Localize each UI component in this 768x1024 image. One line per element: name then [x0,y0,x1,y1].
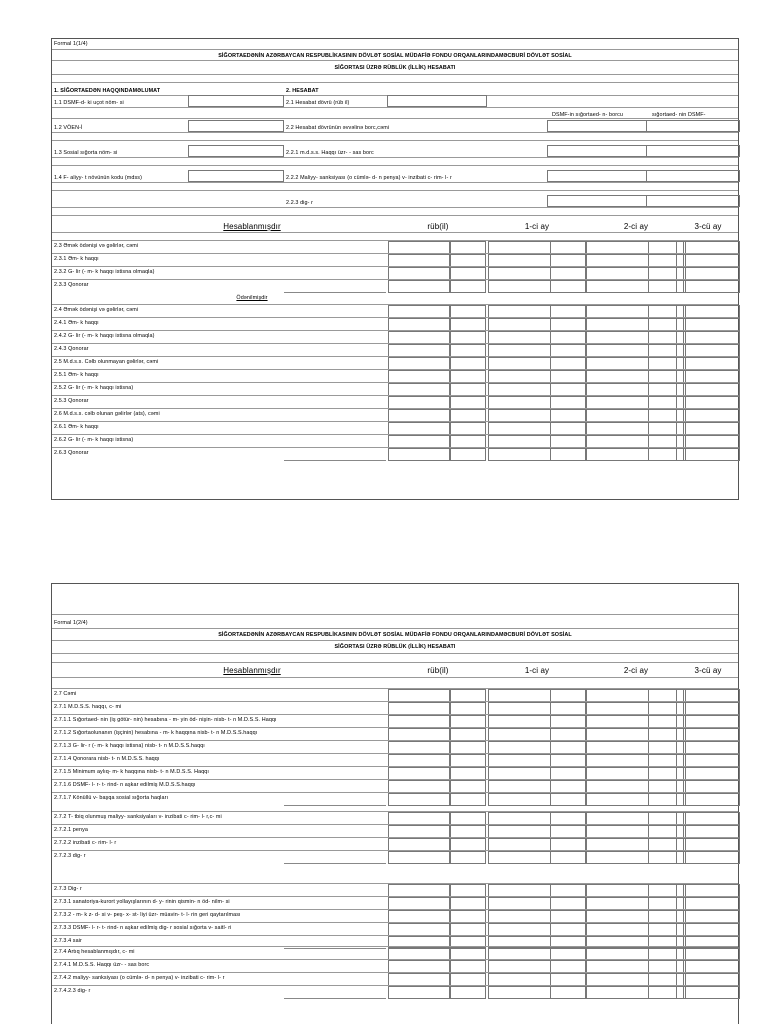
paid-heading: Ödənilmişdir [236,295,268,301]
row-label: 2.6.3 Qonorar [54,450,89,456]
report-title-line1: SİĞORTAEDƏNİN AZƏRBAYCAN RESPUBLİKASININ DÖVLƏT SOSİAL MÜDAFİƏ FONDU ORQANLARINDAMƏCBURİ DÖVLƏT SOSİAL [218,632,572,638]
value-cell-rub[interactable] [388,448,450,461]
table-row [52,753,738,766]
value-cell-month-1-b[interactable] [550,793,586,806]
input-voen[interactable] [188,120,284,132]
table-row [52,447,738,460]
table-group-total [52,688,738,805]
table-row [52,434,738,447]
row-label: 2.7.2.1 penya [54,827,88,833]
row-underline [284,292,386,293]
table-row [52,766,738,779]
row-label: 2.4.1 Əm- k haqqı [54,320,99,326]
table-row [52,792,738,805]
row-label: 2.3.1 Əm- k haqqı [54,256,99,262]
row-label: 2.3 Əmək ödənişi və gəlirlər, cəmi [54,243,139,249]
value-cell-rub-b[interactable] [450,448,486,461]
col-header-calculated: Hesablanmışdır [223,222,281,231]
table-row [52,266,738,279]
table-row [52,714,738,727]
table-row [52,727,738,740]
input-debt-2-2-1-a[interactable] [547,145,647,157]
table-group-overcalculated [52,946,738,998]
field-label-2-2-3: 2.2.3 dig- r [286,200,313,206]
table-row [52,253,738,266]
col-header-month-2: 2-ci ay [623,666,649,675]
table-block-calculated [52,240,738,292]
col-header-rub: rüb(il) [427,666,449,675]
row-label: 2.7.1.5 Minimum aylıq- m- k haqqına nisb- t- n M.D.S.S. Haqqı [54,769,209,775]
row-label: 2.5.1 Əm- k haqqı [54,372,99,378]
table-row [52,356,738,369]
table-row [52,779,738,792]
row-label: 2.7.1.3 G- lir- r (- m- k haqqı istisna) nisb- t- n M.D.S.S.haqqı [54,743,205,749]
input-debt-2-2-b[interactable] [646,120,740,132]
row-label: 2.7.1.2 Sığortaolunanın (işçinin) hesabına - m- k haqqına nisb- t- n M.D.S.S.haqqı [54,730,258,736]
form-label: Formal 1(2/4) [54,620,88,626]
value-cell-rub-b[interactable] [450,793,486,806]
row-label: 2.7.3 Dig- r [54,886,82,892]
row-underline [284,863,386,864]
row-label: 2.6.1 Əm- k haqqı [54,424,99,430]
table-group-other [52,883,738,948]
input-uchot-nomre[interactable] [188,95,284,107]
row-label: 2.5 M.d.s.s. Cəlb olunmayan gəlirlər, cəmi [54,359,159,365]
input-sosial-sigorta-nomre[interactable] [188,145,284,157]
table-row [52,330,738,343]
row-label: 2.6 M.d.s.s. cəlb olunan gəlirlər (ats), cəmi [54,411,160,417]
section-2-title: 2. HESABAT [286,88,319,94]
col-header-month-1: 1-ci ay [524,222,550,231]
col-header-calculated: Hesablanmışdır [223,666,281,675]
value-cell-rub[interactable] [388,851,450,864]
report-title-line1: SİĞORTAEDƏNİN AZƏRBAYCAN RESPUBLİKASININ DÖVLƏT SOSİAL MÜDAFİƏ FONDU ORQANLARINDAMƏCBURİ DÖVLƏT SOSİAL [218,53,572,59]
debt-header-b: sığortaed- nin DSMF- [652,112,706,118]
row-label: 2.7.4.2 maliyy- sanksiyası (o cümlə- d- n penya) v- inzibati c- rim- l- r [54,975,225,981]
row-label: 2.3.3 Qonorar [54,282,89,288]
row-label: 2.7.3.3 DSMF- l- r- t- rind- n aşkar edilmiş dig- r sosial sığorta v- saitl- ri [54,925,232,931]
table-row [52,317,738,330]
field-label-1-1: 1.1 DSMF-d- ki uçot nöm- si [54,100,124,106]
table-row [52,946,738,959]
table-row [52,369,738,382]
value-cell-rub-b[interactable] [450,986,486,999]
report-title-line2: SİĞORTASI ÜZRƏ RÜBLÜK (İLLİK) HESABATI [334,65,456,71]
value-cell-rub[interactable] [388,793,450,806]
table-row [52,395,738,408]
col-header-month-1: 1-ci ay [524,666,550,675]
table-row [52,883,738,896]
row-label: 2.4.2 G- lir (- m- k haqqı istisna olmaqla) [54,333,155,339]
row-label: 2.7.1.4 Qonorara nisb- t- n M.D.S.S. haqqı [54,756,160,762]
col-header-month-3: 3-cü ay [694,222,722,231]
table-row [52,850,738,863]
row-label: 2.4 Əmək ödənişi və gəlirlər, cəmi [54,307,139,313]
table-row [52,740,738,753]
table-row [52,824,738,837]
table-row [52,421,738,434]
row-label: 2.4.3 Qonorar [54,346,89,352]
value-cell-month-1-b[interactable] [550,448,586,461]
row-underline [284,805,386,806]
row-label: 2.7.4 Artıq hesablanmışdır, c- mi [54,949,135,955]
table-row [52,922,738,935]
field-label-1-4: 1.4 F- aliyy- t növünün kodu (mdss) [54,175,142,181]
field-label-1-2: 1.2 VÖEN-İ [54,125,83,131]
table-row [52,279,738,292]
input-debt-2-2-a[interactable] [547,120,647,132]
value-cell-month-1-b[interactable] [550,280,586,293]
value-cell-month-1-b[interactable] [550,851,586,864]
value-cell-month-3[interactable] [676,280,740,293]
value-cell-rub[interactable] [388,280,450,293]
row-label: 2.5.2 G- lir (- m- k haqqı istisna) [54,385,134,391]
value-cell-rub[interactable] [388,986,450,999]
row-label: 2.7.4.1 M.D.S.S. Haqqı üzr- - sas borc [54,962,150,968]
report-title-line2: SİĞORTASI ÜZRƏ RÜBLÜK (İLLİK) HESABATI [334,644,456,650]
row-underline [284,460,386,461]
row-underline [284,998,386,999]
row-label: 2.7.2.3 dig- r [54,853,86,859]
row-label: 2.7.1 M.D.S.S. haqqı, c- mi [54,704,122,710]
value-cell-rub-b[interactable] [450,280,486,293]
row-label: 2.7.3.2 - m- k z- d- si v- peş- x- st- liyi üzr- müavin- t- l- rin geri qaytarılması [54,912,241,918]
form-page-2 [51,583,739,1024]
form-label: Formal 1(1/4) [54,41,88,47]
table-row [52,811,738,824]
field-label-1-3: 1.3 Sosial sığorta nöm- si [54,150,118,156]
col-header-month-2: 2-ci ay [623,222,649,231]
value-cell-rub-b[interactable] [450,851,486,864]
row-label: 2.7.2.2 inzibati c- rim- l- r [54,840,117,846]
table-row [52,304,738,317]
row-label: 2.7.4.2.3 dig- r [54,988,91,994]
table-row [52,688,738,701]
row-label: 2.7.1.6 DSMF- l- r- t- rind- n aşkar edilmiş M.D.S.S.haqqı [54,782,196,788]
table-row [52,701,738,714]
table-block-paid [52,304,738,460]
field-label-2-2-1: 2.2.1 m.d.s.s. Haqqı üzr- - sas borc [286,150,374,156]
row-label: 2.7.3.1 sanatoriya-kurort yollayışlarının d- y- rinin qismin- n öd- nilm- si [54,899,230,905]
field-label-2-1: 2.1 Hesabat dövrü (rüb il) [286,100,350,106]
input-debt-2-2-1-b[interactable] [646,145,740,157]
table-row [52,959,738,972]
field-label-2-2: 2.2 Hesabat dövrünün əvvəlinə borc,cəmi [286,125,390,131]
form-page-1 [51,38,739,500]
input-hesabat-dovru[interactable] [387,95,487,107]
table-row [52,972,738,985]
value-cell-month-1-b[interactable] [550,986,586,999]
row-label: 2.5.3 Qonorar [54,398,89,404]
row-label: 2.7 Cəmi [54,691,77,697]
table-row [52,408,738,421]
table-row [52,896,738,909]
table-row [52,382,738,395]
debt-header-a: DSMF-in sığortaed- n- borcu [552,112,624,118]
row-label: 2.7.1.1 Sığortaed- nin (iş götür- nin) hesabına - m- yin öd- nişin- nisb- t- n M.D.S.S. Haqqı [54,717,277,723]
table-row [52,985,738,998]
row-label: 2.7.3.4 sair [54,938,82,944]
table-group-sanctions [52,811,738,863]
value-cell-month-3[interactable] [676,851,740,864]
row-label: 2.7.2 T- tbiq olunmuş maliyy- sanksiyaları v- inzibati c- rim- l- r,c- mi [54,814,222,820]
input-debt-2-2-3-a[interactable] [547,195,647,207]
table-row [52,909,738,922]
table-row [52,240,738,253]
row-label: 2.6.2 G- lir (- m- k haqqı istisna) [54,437,134,443]
row-label: 2.7.1.7 Könüllü v- başqa sosial sığorta haqları [54,795,169,801]
input-debt-2-2-2-b[interactable] [646,170,740,182]
col-header-rub: rüb(il) [427,222,449,231]
value-cell-month-3[interactable] [676,986,740,999]
value-cell-month-3[interactable] [676,448,740,461]
section-1-title: 1. SİĞORTAEDƏN HAQQINDAMƏLUMAT [54,88,161,94]
input-faliyyet-kodu[interactable] [188,170,284,182]
table-row [52,837,738,850]
input-debt-2-2-3-b[interactable] [646,195,740,207]
col-header-month-3: 3-cü ay [694,666,722,675]
field-label-2-2-2: 2.2.2 Maliyy- sanksiyası (o cümlə- d- n penya) v- inzibati c- rim- l- r [286,175,452,181]
input-debt-2-2-2-a[interactable] [547,170,647,182]
value-cell-month-3[interactable] [676,793,740,806]
row-label: 2.3.2 G- lir (- m- k haqqı istisna olmaqla) [54,269,155,275]
table-row [52,343,738,356]
